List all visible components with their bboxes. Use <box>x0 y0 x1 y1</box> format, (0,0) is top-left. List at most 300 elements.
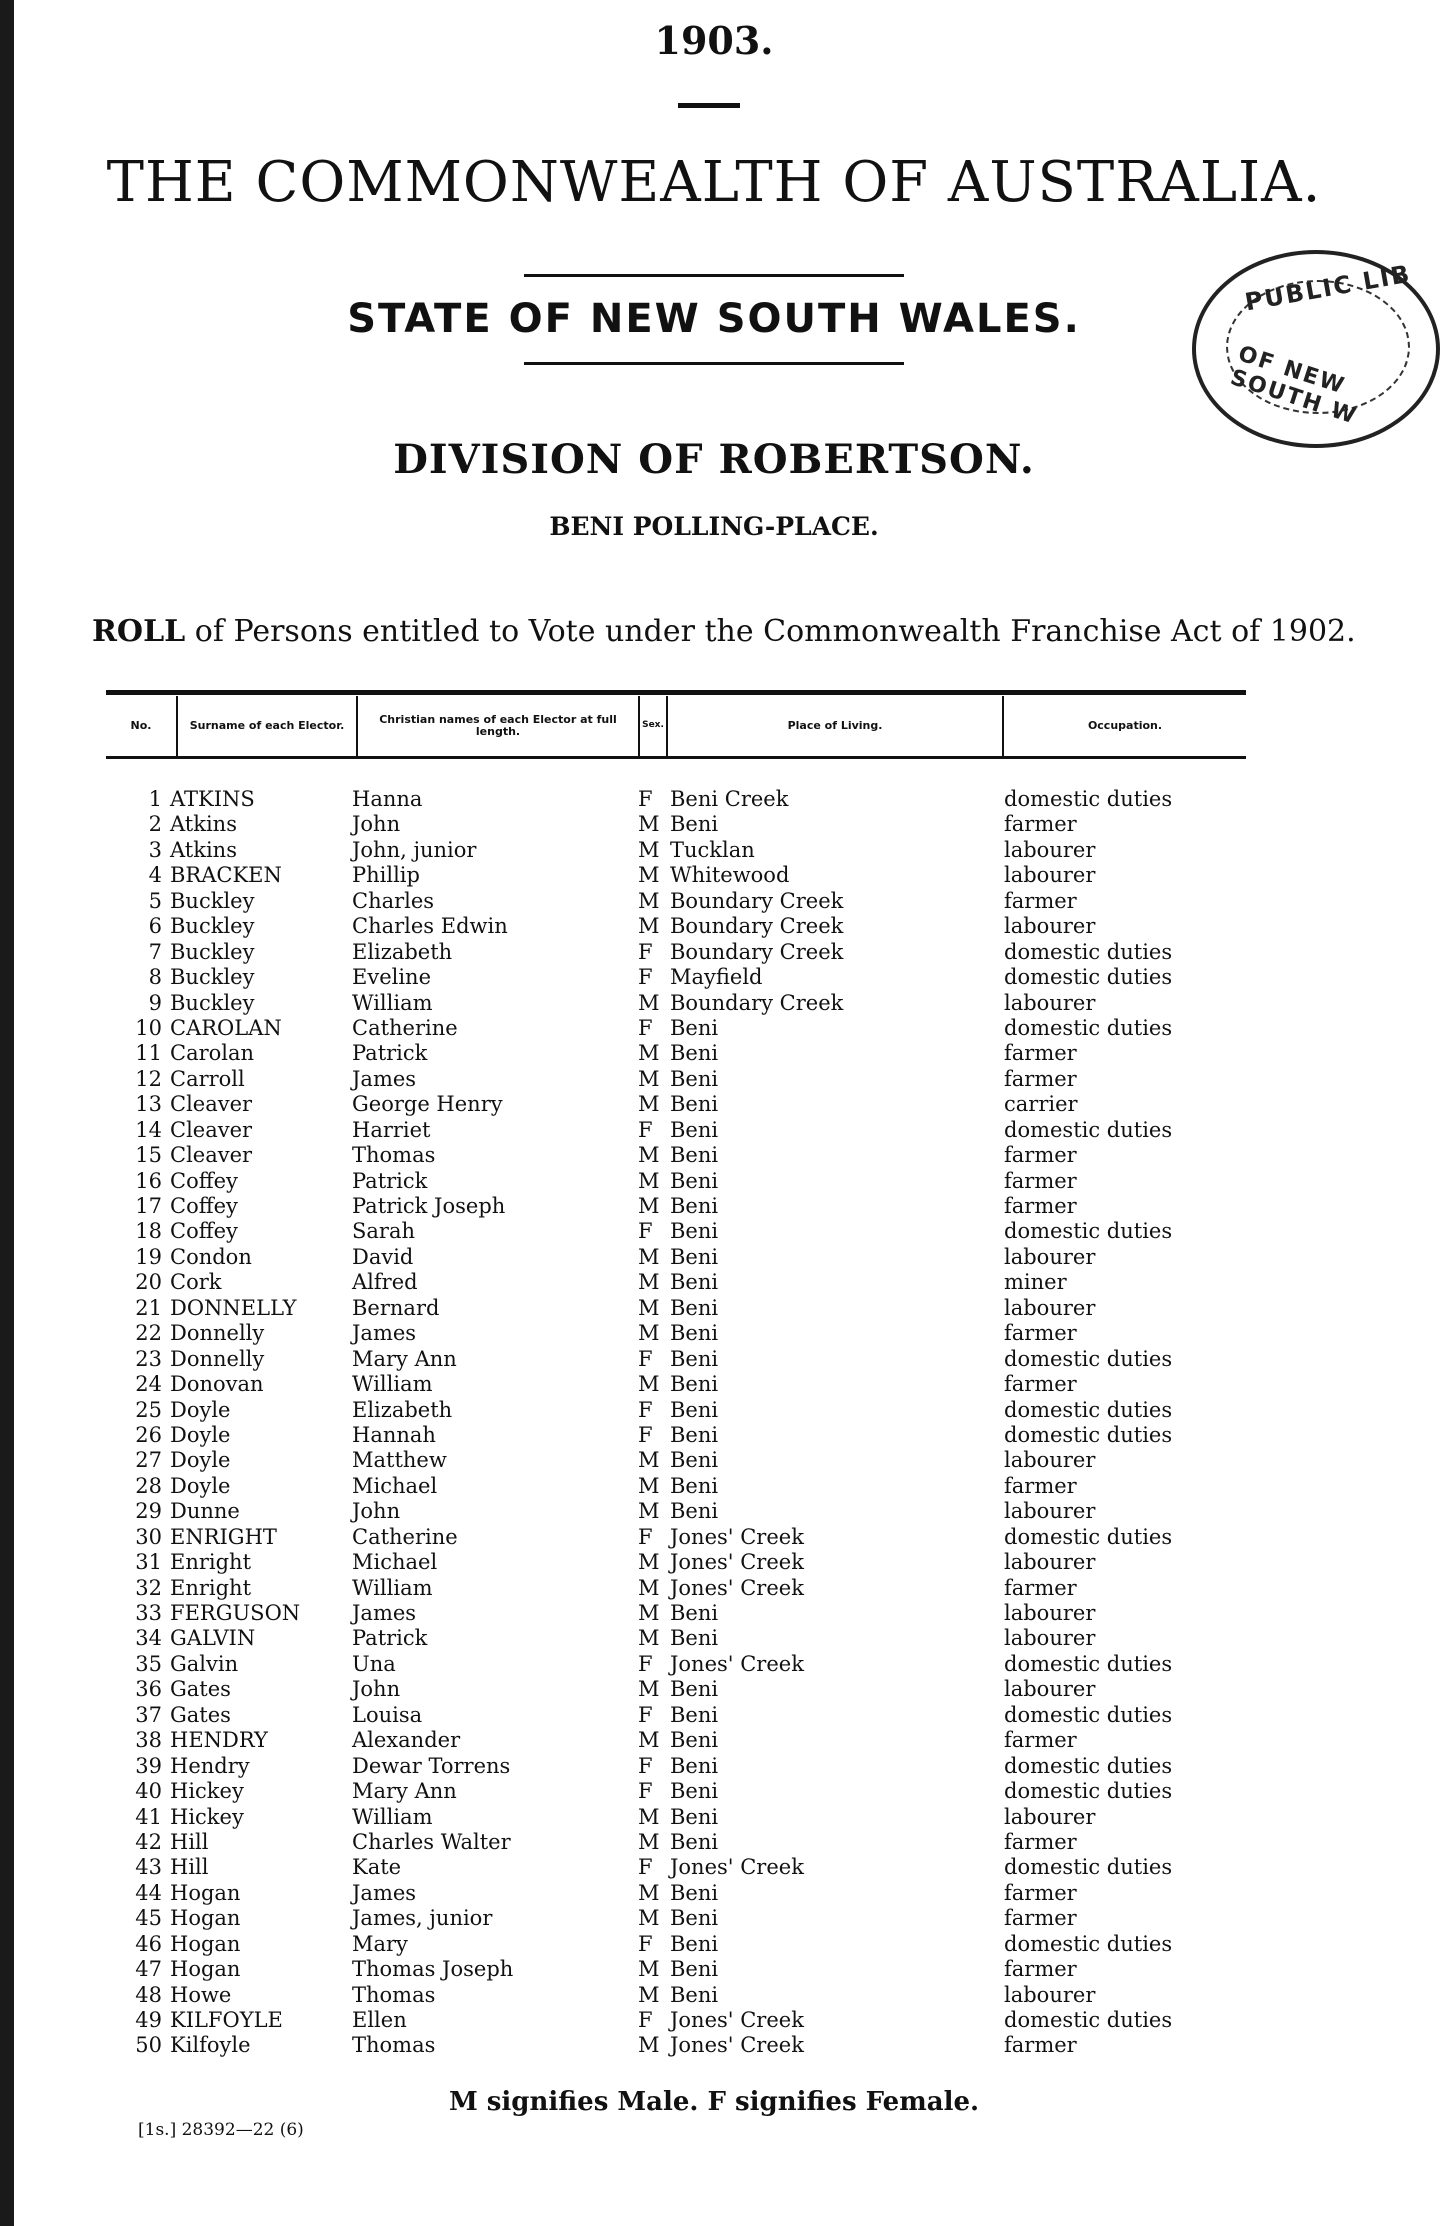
elector-occupation: farmer <box>1004 1906 1077 1931</box>
table-row <box>14 1270 1382 1295</box>
elector-occupation: labourer <box>1004 990 1096 1015</box>
elector-number: 6 <box>148 914 162 939</box>
elector-sex: M <box>638 1499 660 1524</box>
elector-occupation: farmer <box>1004 1321 1077 1346</box>
table-row <box>14 1296 1382 1321</box>
elector-occupation: labourer <box>1004 1550 1096 1575</box>
elector-place: Beni <box>670 1906 719 1931</box>
table-row <box>14 838 1382 863</box>
elector-christian-names: John, junior <box>352 837 477 862</box>
table-row <box>14 1576 1382 1601</box>
elector-place: Beni <box>670 1829 719 1854</box>
elector-place: Beni <box>670 1041 719 1066</box>
elector-christian-names: Alexander <box>352 1728 461 1753</box>
elector-christian-names: Dewar Torrens <box>352 1753 511 1778</box>
elector-occupation: domestic duties <box>1004 1702 1173 1727</box>
elector-sex: M <box>638 1829 660 1854</box>
elector-surname: Hickey <box>170 1779 244 1804</box>
state-divider-top <box>524 274 904 277</box>
elector-number: 23 <box>135 1346 162 1371</box>
elector-number: 44 <box>135 1880 162 1905</box>
elector-surname: Galvin <box>170 1651 239 1676</box>
elector-occupation: labourer <box>1004 1601 1096 1625</box>
table-row <box>14 1957 1382 1982</box>
elector-surname: Carroll <box>170 1066 245 1091</box>
elector-place: Beni <box>670 1321 719 1346</box>
elector-place: Beni <box>670 1168 719 1193</box>
elector-place: Beni <box>670 1880 719 1905</box>
elector-sex: M <box>638 1295 660 1320</box>
elector-number: 17 <box>135 1194 162 1218</box>
elector-occupation: domestic duties <box>1004 1117 1173 1142</box>
table-row <box>14 991 1382 1016</box>
page-edge-rule <box>0 0 14 2226</box>
elector-place: Jones' Creek <box>670 1524 804 1549</box>
elector-christian-names: Harriet <box>352 1117 431 1142</box>
elector-occupation: farmer <box>1004 1168 1077 1193</box>
elector-place: Beni <box>670 1143 719 1168</box>
elector-place: Beni <box>670 1473 719 1498</box>
document-year: 1903. <box>654 18 774 63</box>
elector-christian-names: William <box>352 1575 433 1600</box>
elector-occupation: labourer <box>1004 1244 1096 1269</box>
elector-place: Beni <box>670 1219 719 1244</box>
elector-sex: F <box>638 1931 653 1956</box>
table-row <box>14 1906 1382 1931</box>
elector-surname: Coffey <box>170 1219 238 1244</box>
elector-sex: F <box>638 1651 653 1676</box>
table-row <box>14 1245 1382 1270</box>
commonwealth-title: THE COMMONWEALTH OF AUSTRALIA. <box>106 150 1322 215</box>
elector-place: Boundary Creek <box>670 888 844 913</box>
elector-number: 24 <box>135 1372 162 1397</box>
elector-number: 47 <box>135 1957 162 1982</box>
table-row <box>14 1143 1382 1168</box>
elector-place: Beni <box>670 1422 719 1447</box>
elector-place: Beni <box>670 1092 719 1117</box>
elector-christian-names: William <box>352 1372 433 1397</box>
table-row <box>14 1652 1382 1677</box>
elector-surname: Gates <box>170 1677 231 1702</box>
elector-occupation: labourer <box>1004 863 1096 888</box>
elector-surname: Hogan <box>170 1957 241 1982</box>
elector-place: Boundary Creek <box>670 914 844 939</box>
division-title: DIVISION OF ROBERTSON. <box>393 436 1035 483</box>
column-header-no: No. <box>106 696 178 756</box>
elector-number: 30 <box>135 1524 162 1549</box>
elector-place: Beni <box>670 1372 719 1397</box>
elector-number: 14 <box>135 1117 162 1142</box>
elector-christian-names: Alfred <box>352 1270 418 1295</box>
table-row <box>14 1398 1382 1423</box>
table-row <box>14 1677 1382 1702</box>
table-row <box>14 1779 1382 1804</box>
elector-christian-names: Bernard <box>352 1295 440 1320</box>
elector-place: Jones' Creek <box>670 2033 804 2058</box>
elector-number: 8 <box>148 965 162 990</box>
elector-sex: F <box>638 1397 653 1422</box>
elector-place: Beni <box>670 1753 719 1778</box>
elector-number: 10 <box>135 1015 162 1040</box>
print-reference: [1s.] 28392—22 (6) <box>138 2120 304 2140</box>
roll-heading-text: of Persons entitled to Vote under the Commonwealth Franchise Act of 1902. <box>185 614 1356 649</box>
elector-sex: F <box>638 787 653 811</box>
elector-christian-names: Phillip <box>352 863 420 888</box>
elector-place: Beni <box>670 1270 719 1295</box>
elector-christian-names: Charles Edwin <box>352 914 508 939</box>
table-row <box>14 1703 1382 1728</box>
elector-occupation: farmer <box>1004 1066 1077 1091</box>
elector-christian-names: George Henry <box>352 1092 503 1117</box>
column-header-occupation: Occupation. <box>1087 718 1163 732</box>
elector-place: Mayfield <box>670 965 763 990</box>
elector-sex: F <box>638 1702 653 1727</box>
elector-number: 40 <box>135 1779 162 1804</box>
table-row <box>14 1118 1382 1143</box>
elector-occupation: labourer <box>1004 1804 1096 1829</box>
elector-christian-names: James <box>352 1601 417 1625</box>
elector-surname: GALVIN <box>170 1626 256 1651</box>
elector-sex: M <box>638 1092 660 1117</box>
elector-christian-names: James <box>352 1880 417 1905</box>
elector-place: Beni <box>670 1931 719 1956</box>
elector-christian-names: Michael <box>352 1550 438 1575</box>
table-row <box>14 863 1382 888</box>
elector-occupation: farmer <box>1004 1728 1077 1753</box>
elector-occupation: domestic duties <box>1004 965 1173 990</box>
elector-number: 35 <box>135 1651 162 1676</box>
table-row <box>14 1169 1382 1194</box>
elector-place: Beni <box>670 1066 719 1091</box>
elector-occupation: domestic duties <box>1004 1779 1173 1804</box>
elector-sex: F <box>638 1779 653 1804</box>
elector-occupation: farmer <box>1004 1957 1077 1982</box>
table-row <box>14 1499 1382 1524</box>
elector-surname: Buckley <box>170 939 255 964</box>
elector-sex: M <box>638 1957 660 1982</box>
elector-sex: M <box>638 1550 660 1575</box>
roll-heading-lead: ROLL <box>92 614 186 649</box>
elector-number: 11 <box>135 1041 162 1066</box>
elector-number: 41 <box>135 1804 162 1829</box>
elector-surname: DONNELLY <box>170 1295 297 1320</box>
elector-sex: F <box>638 2008 653 2032</box>
elector-surname: Carolan <box>170 1041 255 1066</box>
column-header-christian-names: Christian names of each Elector at full length. <box>358 696 640 756</box>
elector-place: Jones' Creek <box>670 2008 804 2032</box>
elector-sex: F <box>638 1855 653 1880</box>
elector-christian-names: Charles <box>352 888 435 913</box>
elector-occupation: farmer <box>1004 2033 1077 2058</box>
column-header-sex: Sex. <box>640 696 668 756</box>
elector-place: Beni <box>670 812 719 837</box>
elector-surname: Hogan <box>170 1931 241 1956</box>
elector-surname: Atkins <box>170 812 237 837</box>
elector-place: Beni <box>670 1117 719 1142</box>
state-title: STATE OF NEW SOUTH WALES. <box>347 296 1081 342</box>
elector-rows <box>14 787 1382 2059</box>
elector-occupation: labourer <box>1004 837 1096 862</box>
table-row <box>14 812 1382 837</box>
elector-occupation: farmer <box>1004 1143 1077 1168</box>
table-row <box>14 2008 1382 2033</box>
elector-number: 46 <box>135 1931 162 1956</box>
table-row <box>14 1932 1382 1957</box>
elector-christian-names: Elizabeth <box>352 939 453 964</box>
table-row <box>14 914 1382 939</box>
elector-sex: M <box>638 1372 660 1397</box>
elector-christian-names: James <box>352 1066 417 1091</box>
elector-occupation: domestic duties <box>1004 1651 1173 1676</box>
elector-surname: Donnelly <box>170 1346 265 1371</box>
elector-place: Beni Creek <box>670 787 789 811</box>
elector-christian-names: Eveline <box>352 965 432 990</box>
elector-surname: Buckley <box>170 990 255 1015</box>
elector-sex: M <box>638 812 660 837</box>
elector-surname: Buckley <box>170 965 255 990</box>
elector-surname: CAROLAN <box>170 1015 282 1040</box>
elector-place: Beni <box>670 1677 719 1702</box>
elector-occupation: labourer <box>1004 1295 1096 1320</box>
elector-occupation: farmer <box>1004 1041 1077 1066</box>
elector-occupation: farmer <box>1004 1473 1077 1498</box>
sex-legend-note: M signifies Male. F signifies Female. <box>448 2087 980 2117</box>
elector-surname: Cleaver <box>170 1092 253 1117</box>
elector-surname: Doyle <box>170 1422 231 1447</box>
elector-number: 33 <box>135 1601 162 1625</box>
elector-christian-names: William <box>352 1804 433 1829</box>
elector-number: 20 <box>135 1270 162 1295</box>
elector-surname: Coffey <box>170 1194 238 1218</box>
elector-occupation: farmer <box>1004 1372 1077 1397</box>
elector-place: Beni <box>670 1626 719 1651</box>
elector-number: 39 <box>135 1753 162 1778</box>
table-row <box>14 1372 1382 1397</box>
elector-surname: Doyle <box>170 1448 231 1473</box>
year-divider <box>678 103 740 108</box>
elector-christian-names: Patrick <box>352 1041 428 1066</box>
elector-christian-names: John <box>352 812 401 837</box>
elector-christian-names: Mary <box>352 1931 408 1956</box>
elector-number: 2 <box>148 812 162 837</box>
elector-place: Jones' Creek <box>670 1855 804 1880</box>
elector-occupation: labourer <box>1004 914 1096 939</box>
elector-number: 22 <box>135 1321 162 1346</box>
elector-surname: Kilfoyle <box>170 2033 251 2058</box>
elector-number: 43 <box>135 1855 162 1880</box>
table-row <box>14 1194 1382 1219</box>
table-row <box>14 1525 1382 1550</box>
table-row <box>14 2033 1382 2058</box>
elector-occupation: farmer <box>1004 1194 1077 1218</box>
elector-christian-names: Thomas <box>352 1143 436 1168</box>
elector-occupation: domestic duties <box>1004 1855 1173 1880</box>
table-row <box>14 1855 1382 1880</box>
table-row <box>14 1321 1382 1346</box>
elector-sex: F <box>638 1219 653 1244</box>
elector-number: 19 <box>135 1244 162 1269</box>
elector-place: Tucklan <box>670 837 755 862</box>
elector-number: 31 <box>135 1550 162 1575</box>
elector-sex: M <box>638 1041 660 1066</box>
elector-christian-names: Ellen <box>352 2008 407 2032</box>
table-row <box>14 1423 1382 1448</box>
elector-sex: M <box>638 1321 660 1346</box>
elector-occupation: domestic duties <box>1004 787 1173 811</box>
table-row <box>14 1830 1382 1855</box>
elector-surname: Hogan <box>170 1906 241 1931</box>
elector-number: 25 <box>135 1397 162 1422</box>
elector-christian-names: James <box>352 1321 417 1346</box>
elector-occupation: domestic duties <box>1004 2008 1173 2032</box>
elector-surname: Hogan <box>170 1880 241 1905</box>
elector-occupation: domestic duties <box>1004 1015 1173 1040</box>
table-row <box>14 1448 1382 1473</box>
elector-place: Jones' Creek <box>670 1651 804 1676</box>
elector-christian-names: Una <box>352 1651 396 1676</box>
table-row <box>14 1219 1382 1244</box>
elector-christian-names: Elizabeth <box>352 1397 453 1422</box>
elector-occupation: domestic duties <box>1004 1931 1173 1956</box>
elector-surname: Enright <box>170 1575 252 1600</box>
elector-number: 12 <box>135 1066 162 1091</box>
elector-christian-names: Matthew <box>352 1448 447 1473</box>
elector-sex: M <box>638 888 660 913</box>
elector-place: Beni <box>670 1244 719 1269</box>
elector-surname: Gates <box>170 1702 231 1727</box>
elector-sex: M <box>638 1448 660 1473</box>
elector-occupation: domestic duties <box>1004 1524 1173 1549</box>
elector-sex: F <box>638 1524 653 1549</box>
elector-christian-names: James, junior <box>352 1906 493 1931</box>
elector-surname: Cleaver <box>170 1143 253 1168</box>
elector-surname: ENRIGHT <box>170 1524 277 1549</box>
elector-number: 29 <box>135 1499 162 1524</box>
elector-place: Jones' Creek <box>670 1575 804 1600</box>
elector-number: 32 <box>135 1575 162 1600</box>
elector-surname: Cork <box>170 1270 222 1295</box>
elector-number: 26 <box>135 1422 162 1447</box>
elector-sex: M <box>638 1244 660 1269</box>
elector-surname: Doyle <box>170 1473 231 1498</box>
elector-sex: M <box>638 1270 660 1295</box>
table-row <box>14 1474 1382 1499</box>
elector-place: Beni <box>670 1702 719 1727</box>
elector-christian-names: Patrick Joseph <box>352 1194 506 1218</box>
table-row <box>14 889 1382 914</box>
elector-christian-names: Michael <box>352 1473 438 1498</box>
elector-number: 37 <box>135 1702 162 1727</box>
elector-sex: F <box>638 1422 653 1447</box>
table-row <box>14 940 1382 965</box>
elector-occupation: domestic duties <box>1004 1753 1173 1778</box>
column-header-place: Place of Living. <box>668 696 1004 756</box>
elector-sex: M <box>638 1066 660 1091</box>
elector-occupation: farmer <box>1004 1829 1077 1854</box>
elector-surname: Dunne <box>170 1499 240 1524</box>
elector-place: Boundary Creek <box>670 990 844 1015</box>
elector-sex: F <box>638 939 653 964</box>
elector-christian-names: Patrick <box>352 1626 428 1651</box>
elector-place: Jones' Creek <box>670 1550 804 1575</box>
elector-surname: Buckley <box>170 914 255 939</box>
elector-christian-names: Kate <box>352 1855 402 1880</box>
elector-number: 49 <box>135 2008 162 2032</box>
elector-number: 45 <box>135 1906 162 1931</box>
elector-christian-names: Catherine <box>352 1015 458 1040</box>
elector-surname: Coffey <box>170 1168 238 1193</box>
elector-occupation: domestic duties <box>1004 1219 1173 1244</box>
elector-number: 9 <box>148 990 162 1015</box>
elector-place: Beni <box>670 1295 719 1320</box>
elector-surname: Atkins <box>170 837 237 862</box>
elector-surname: Cleaver <box>170 1117 253 1142</box>
elector-place: Beni <box>670 1397 719 1422</box>
elector-occupation: farmer <box>1004 888 1077 913</box>
elector-sex: M <box>638 2033 660 2058</box>
elector-place: Beni <box>670 1499 719 1524</box>
elector-place: Beni <box>670 1194 719 1218</box>
elector-sex: M <box>638 863 660 888</box>
elector-sex: F <box>638 965 653 990</box>
elector-sex: M <box>638 1906 660 1931</box>
elector-sex: M <box>638 1804 660 1829</box>
elector-sex: F <box>638 1117 653 1142</box>
elector-surname: Donovan <box>170 1372 264 1397</box>
elector-christian-names: Charles Walter <box>352 1829 511 1854</box>
elector-number: 50 <box>135 2033 162 2058</box>
table-row <box>14 1550 1382 1575</box>
elector-sex: F <box>638 1346 653 1371</box>
elector-surname: BRACKEN <box>170 863 282 888</box>
elector-surname: Condon <box>170 1244 252 1269</box>
elector-number: 27 <box>135 1448 162 1473</box>
elector-sex: M <box>638 1677 660 1702</box>
elector-sex: F <box>638 1015 653 1040</box>
elector-place: Beni <box>670 1448 719 1473</box>
elector-christian-names: Patrick <box>352 1168 428 1193</box>
elector-number: 5 <box>148 888 162 913</box>
elector-sex: M <box>638 1168 660 1193</box>
elector-number: 34 <box>135 1626 162 1651</box>
elector-surname: Hill <box>170 1829 209 1854</box>
table-row <box>14 965 1382 990</box>
table-header <box>106 696 1246 759</box>
elector-christian-names: John <box>352 1499 401 1524</box>
elector-occupation: miner <box>1004 1270 1067 1295</box>
elector-surname: Donnelly <box>170 1321 265 1346</box>
elector-sex: M <box>638 990 660 1015</box>
table-row <box>14 1041 1382 1066</box>
elector-christian-names: Louisa <box>352 1702 423 1727</box>
table-top-rule <box>106 690 1246 695</box>
electoral-roll-page <box>14 0 1414 2226</box>
elector-sex: M <box>638 1626 660 1651</box>
elector-place: Whitewood <box>670 863 790 888</box>
elector-number: 13 <box>135 1092 162 1117</box>
elector-occupation: farmer <box>1004 1575 1077 1600</box>
elector-sex: M <box>638 1982 660 2007</box>
elector-surname: Hickey <box>170 1804 244 1829</box>
elector-christian-names: Thomas <box>352 2033 436 2058</box>
elector-sex: M <box>638 837 660 862</box>
elector-sex: F <box>638 1753 653 1778</box>
elector-surname: Howe <box>170 1982 232 2007</box>
elector-surname: Enright <box>170 1550 252 1575</box>
elector-occupation: farmer <box>1004 1880 1077 1905</box>
table-row <box>14 1881 1382 1906</box>
elector-sex: M <box>638 1601 660 1625</box>
